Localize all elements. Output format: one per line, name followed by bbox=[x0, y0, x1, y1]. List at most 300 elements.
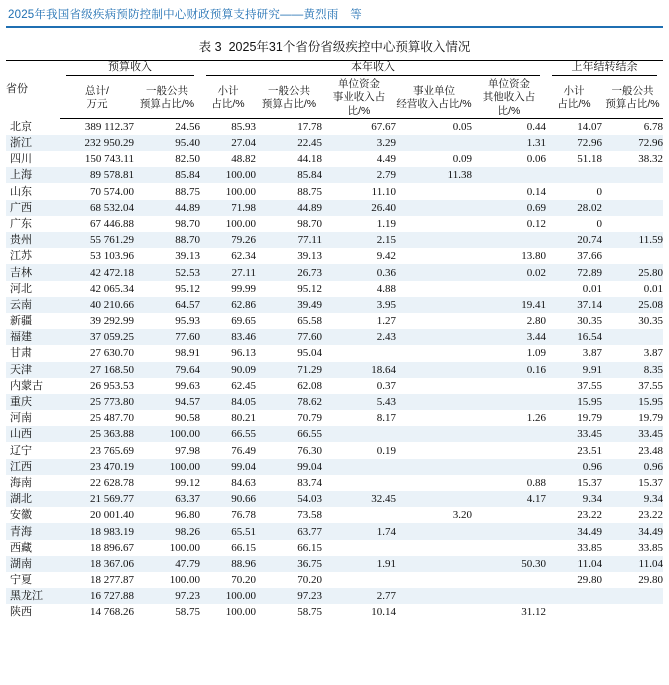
table-cell-province: 青海 bbox=[10, 525, 32, 538]
table-cell-value: 66.15 bbox=[231, 541, 256, 554]
table-cell-province: 湖南 bbox=[10, 557, 32, 570]
column-header-current-general-share-l1: 一般公共 bbox=[268, 84, 310, 97]
table-cell-value bbox=[396, 362, 472, 378]
table-cell-value: 30.35 bbox=[638, 315, 664, 328]
column-header-budget-general-share-l2: 预算占比/% bbox=[139, 98, 195, 111]
table-cell-value: 15.95 bbox=[577, 396, 603, 408]
table-cell-province: 重庆 bbox=[10, 396, 32, 408]
table-cell-value: 0.36 bbox=[376, 266, 396, 279]
table-cell-value: 27.04 bbox=[231, 137, 256, 149]
table-cell-province: 湖北 bbox=[10, 493, 32, 506]
table-cell-value: 78.62 bbox=[297, 396, 322, 408]
table-row bbox=[6, 540, 663, 556]
column-header-other-income-share-l1: 单位资金 bbox=[488, 78, 530, 91]
table-row bbox=[6, 459, 663, 475]
table-cell-value bbox=[396, 248, 472, 264]
table-cell-value: 83.46 bbox=[231, 331, 256, 344]
table-cell-value: 9.91 bbox=[582, 363, 603, 376]
table-cell-value: 34.49 bbox=[577, 525, 603, 538]
table-cell-value: 62.86 bbox=[231, 298, 256, 311]
table-cell-value bbox=[472, 523, 546, 539]
table-row bbox=[6, 281, 663, 297]
column-header-unit-business-income-share bbox=[322, 78, 396, 118]
table-row bbox=[6, 248, 663, 264]
table-cell-value: 100.00 bbox=[169, 428, 200, 441]
table-cell-value bbox=[546, 604, 602, 620]
table-cell-value: 79.64 bbox=[175, 363, 200, 376]
table-cell-value bbox=[396, 475, 472, 491]
table-cell-value: 37.55 bbox=[638, 379, 664, 392]
table-cell-value: 47.79 bbox=[175, 557, 200, 570]
table-cell-value bbox=[396, 394, 472, 410]
table-cell-value: 51.18 bbox=[577, 153, 603, 166]
table-cell-value: 0.02 bbox=[526, 266, 547, 279]
table-cell-value bbox=[472, 572, 546, 588]
table-cell-province: 西藏 bbox=[10, 541, 32, 554]
table-cell-value: 98.70 bbox=[297, 217, 322, 230]
table-cell-value bbox=[396, 540, 472, 556]
table-cell-value bbox=[472, 426, 546, 442]
table-cell-value bbox=[322, 507, 396, 523]
table-cell-value: 23.48 bbox=[638, 444, 664, 457]
table-cell-value: 76.49 bbox=[231, 444, 256, 457]
table-cell-value bbox=[546, 167, 602, 183]
table-cell-value bbox=[602, 604, 663, 620]
table-cell-value: 4.17 bbox=[526, 493, 547, 506]
table-cell-province: 四川 bbox=[10, 153, 32, 166]
table-cell-value bbox=[472, 459, 546, 475]
table-cell-province: 新疆 bbox=[10, 315, 32, 328]
table-caption-title: 2025年31个省份省级疾控中心预算收入情况 bbox=[228, 39, 471, 54]
table-cell-value: 89 578.81 bbox=[90, 169, 134, 182]
table-cell-value: 33.85 bbox=[577, 541, 603, 554]
table-cell-value: 23.22 bbox=[577, 509, 603, 522]
table-cell-value bbox=[396, 232, 472, 248]
column-header-budget-general-share bbox=[134, 78, 200, 118]
table-cell-value: 100.00 bbox=[169, 541, 200, 554]
table-cell-value: 50.30 bbox=[521, 557, 547, 570]
group-header-prior-year-carryover-label: 上年结转结余 bbox=[571, 60, 638, 73]
table-cell-value: 98.26 bbox=[175, 525, 200, 538]
column-header-carryover-subtotal-share-l1: 小计 bbox=[563, 84, 585, 97]
table-cell-value: 11.10 bbox=[371, 185, 396, 198]
table-cell-value bbox=[396, 556, 472, 572]
table-cell-province: 江西 bbox=[10, 460, 32, 473]
column-header-unit-business-income-share-l2: 事业收入占比/% bbox=[332, 91, 386, 117]
table-row bbox=[6, 394, 663, 410]
table-cell-value: 100.00 bbox=[169, 460, 200, 473]
table-cell-value: 65.58 bbox=[297, 315, 322, 328]
table-cell-value: 64.57 bbox=[175, 298, 200, 311]
table-cell-value: 23 470.19 bbox=[90, 460, 134, 473]
table-cell-value: 63.77 bbox=[297, 525, 322, 538]
table-cell-value: 95.93 bbox=[175, 315, 200, 328]
table-cell-province: 山东 bbox=[10, 185, 32, 198]
column-header-current-general-share bbox=[256, 78, 322, 118]
table-cell-value: 71.29 bbox=[297, 363, 322, 376]
table-row bbox=[6, 572, 663, 588]
table-cell-value: 54.03 bbox=[297, 493, 322, 506]
table-cell-value bbox=[472, 394, 546, 410]
table-cell-value: 24.56 bbox=[175, 120, 200, 133]
table-cell-value: 80.21 bbox=[231, 412, 256, 425]
table-cell-value: 9.34 bbox=[582, 493, 603, 506]
table-cell-value: 68 532.04 bbox=[90, 201, 134, 214]
table-cell-value bbox=[396, 264, 472, 280]
table-row bbox=[6, 426, 663, 442]
table-cell-value bbox=[602, 329, 663, 345]
table-cell-value: 95.12 bbox=[297, 282, 322, 295]
table-cell-value: 2.80 bbox=[526, 315, 547, 328]
table-cell-province: 陕西 bbox=[10, 606, 32, 619]
table-cell-value: 26 953.53 bbox=[90, 379, 134, 392]
table-cell-value bbox=[396, 426, 472, 442]
table-cell-value: 1.26 bbox=[526, 412, 547, 425]
table-cell-value: 100.00 bbox=[225, 606, 256, 619]
table-cell-value bbox=[396, 442, 472, 458]
table-cell-value: 2.77 bbox=[376, 590, 396, 603]
table-cell-value: 22.45 bbox=[297, 137, 322, 149]
table-row bbox=[6, 442, 663, 458]
table-cell-value: 21 569.77 bbox=[90, 493, 134, 506]
table-row bbox=[6, 264, 663, 280]
table-caption bbox=[6, 37, 663, 55]
table-cell-value: 84.05 bbox=[231, 396, 256, 408]
table-cell-value: 42 472.18 bbox=[90, 266, 134, 279]
table-cell-value: 31.12 bbox=[521, 606, 547, 619]
table-cell-value: 40 210.66 bbox=[90, 298, 134, 311]
table-cell-province: 辽宁 bbox=[10, 444, 32, 457]
table-cell-value: 14 768.26 bbox=[90, 606, 134, 619]
table-cell-value: 72.96 bbox=[577, 137, 603, 149]
table-cell-value bbox=[396, 410, 472, 426]
table-cell-value: 0.19 bbox=[376, 444, 396, 457]
table-cell-value: 90.09 bbox=[231, 363, 256, 376]
column-header-subtotal-share bbox=[200, 78, 256, 118]
table-cell-value: 4.49 bbox=[376, 153, 396, 166]
table-cell-value: 90.66 bbox=[231, 493, 256, 506]
table-cell-value: 23.51 bbox=[577, 444, 603, 457]
column-header-carryover-general-share-l2: 预算占比/% bbox=[605, 98, 660, 111]
table-cell-value bbox=[472, 232, 546, 248]
table-cell-value: 76.30 bbox=[297, 444, 322, 457]
column-header-subtotal-share-l1: 小计 bbox=[217, 84, 239, 97]
table-cell-value: 28.02 bbox=[577, 201, 603, 214]
table-cell-value: 44.18 bbox=[297, 153, 322, 166]
table-row bbox=[6, 507, 663, 523]
table-cell-value: 18 896.67 bbox=[90, 541, 134, 554]
table-cell-value: 6.78 bbox=[643, 120, 664, 133]
table-cell-province: 宁夏 bbox=[10, 574, 32, 587]
table-cell-value bbox=[472, 167, 546, 183]
column-header-operating-income-share bbox=[396, 78, 472, 118]
table-cell-value: 77.11 bbox=[297, 234, 322, 247]
table-cell-value: 14.07 bbox=[577, 120, 603, 133]
table-cell-value: 15.37 bbox=[577, 476, 603, 489]
table-row bbox=[6, 183, 663, 199]
table-cell-value: 73.58 bbox=[297, 509, 322, 522]
table-cell-value: 18.64 bbox=[371, 363, 396, 376]
table-cell-value: 23.22 bbox=[638, 509, 664, 522]
table-cell-value bbox=[322, 540, 396, 556]
table-cell-value: 34.49 bbox=[638, 525, 664, 538]
table-cell-value bbox=[322, 426, 396, 442]
column-header-carryover-general-share-l1: 一般公共 bbox=[611, 84, 654, 97]
table-row bbox=[6, 604, 663, 620]
table-cell-value: 18 983.19 bbox=[90, 525, 134, 538]
table-cell-value: 16 727.88 bbox=[90, 590, 134, 603]
table-cell-value: 100.00 bbox=[225, 217, 256, 230]
column-header-carryover-general-share bbox=[602, 78, 663, 118]
table-cell-value: 0.16 bbox=[526, 363, 547, 376]
table-cell-value: 71.98 bbox=[231, 201, 256, 214]
table-cell-value: 2.43 bbox=[376, 331, 396, 344]
table-cell-province: 海南 bbox=[10, 476, 32, 489]
table-cell-value: 97.98 bbox=[175, 444, 200, 457]
table-cell-value: 88.75 bbox=[175, 185, 200, 198]
table-cell-province: 安徽 bbox=[10, 509, 32, 522]
table-cell-value: 11.04 bbox=[638, 557, 664, 570]
table-cell-value: 62.45 bbox=[231, 379, 256, 392]
table-cell-value bbox=[472, 588, 546, 604]
table-cell-value: 44.89 bbox=[297, 201, 322, 214]
table-cell-value: 52.53 bbox=[175, 266, 200, 279]
group-header-current-year-revenue bbox=[200, 60, 546, 78]
table-cell-value bbox=[602, 216, 663, 232]
table-cell-value: 20.74 bbox=[577, 234, 603, 247]
table-cell-value: 11.38 bbox=[447, 169, 472, 182]
table-cell-value: 100.00 bbox=[225, 590, 256, 603]
table-cell-value: 5.43 bbox=[376, 396, 396, 408]
table-cell-province: 云南 bbox=[10, 298, 32, 311]
table-cell-value: 29.80 bbox=[577, 574, 603, 587]
table-cell-value bbox=[396, 297, 472, 313]
table-cell-value: 25 487.70 bbox=[90, 412, 134, 425]
table-cell-value: 27 630.70 bbox=[90, 347, 134, 360]
table-cell-value: 39.13 bbox=[297, 250, 322, 263]
table-cell-value: 97.23 bbox=[175, 590, 200, 603]
table-cell-province: 山西 bbox=[10, 428, 32, 441]
table-cell-value: 19.79 bbox=[577, 412, 603, 425]
group-header-budget-revenue bbox=[60, 60, 200, 78]
column-header-other-income-share bbox=[472, 78, 546, 118]
table-row bbox=[6, 232, 663, 248]
table-cell-value: 19.41 bbox=[521, 298, 547, 311]
table-row bbox=[6, 118, 663, 135]
header-rule bbox=[6, 26, 663, 28]
table-cell-value: 25 363.88 bbox=[90, 428, 134, 441]
table-cell-value: 20 001.40 bbox=[90, 509, 134, 522]
table-cell-value: 30.35 bbox=[577, 315, 603, 328]
table-row bbox=[6, 491, 663, 507]
table-cell-value bbox=[322, 475, 396, 491]
table-cell-province: 天津 bbox=[10, 363, 32, 376]
table-cell-value: 37.66 bbox=[577, 250, 603, 263]
table-cell-value: 58.75 bbox=[297, 606, 322, 619]
table-cell-value bbox=[322, 572, 396, 588]
table-cell-value: 1.31 bbox=[526, 137, 547, 149]
table-cell-value: 100.00 bbox=[169, 574, 200, 587]
table-cell-value bbox=[472, 507, 546, 523]
table-cell-value: 0.96 bbox=[582, 460, 603, 473]
table-cell-value: 13.80 bbox=[521, 250, 547, 263]
column-header-unit-business-income-share-l1: 单位资金 bbox=[338, 78, 380, 91]
table-cell-value: 8.35 bbox=[643, 363, 664, 376]
table-cell-value: 88.75 bbox=[297, 185, 322, 198]
table-cell-value: 37 059.25 bbox=[90, 331, 134, 344]
table-row bbox=[6, 523, 663, 539]
table-cell-value: 25.80 bbox=[638, 266, 664, 279]
table-cell-province: 贵州 bbox=[10, 234, 32, 247]
table-cell-value bbox=[396, 572, 472, 588]
table-cell-value bbox=[602, 248, 663, 264]
table-cell-value bbox=[472, 281, 546, 297]
column-header-total bbox=[60, 78, 134, 118]
table-cell-value: 9.42 bbox=[376, 250, 396, 263]
table-cell-value: 1.19 bbox=[376, 217, 396, 230]
table-cell-value: 2.15 bbox=[376, 234, 396, 247]
table-cell-value bbox=[396, 345, 472, 361]
table-cell-value: 95.12 bbox=[175, 282, 200, 295]
table-cell-value bbox=[472, 378, 546, 394]
table-cell-value: 37.55 bbox=[577, 379, 603, 392]
table-cell-value: 3.44 bbox=[526, 331, 547, 344]
table-cell-value: 97.23 bbox=[297, 590, 322, 603]
table-cell-value: 3.29 bbox=[376, 137, 396, 149]
table-row bbox=[6, 362, 663, 378]
table-cell-value: 4.88 bbox=[376, 282, 396, 295]
table-cell-value: 36.75 bbox=[297, 557, 322, 570]
table-row bbox=[6, 151, 663, 167]
running-head: 2025年我国省级疾病预防控制中心财政预算支持研究——黄烈雨 等 bbox=[8, 9, 362, 21]
table-cell-value: 26.40 bbox=[371, 201, 396, 214]
table-cell-value bbox=[472, 540, 546, 556]
table-cell-value bbox=[322, 459, 396, 475]
table-cell-value: 18 277.87 bbox=[90, 574, 134, 587]
table-cell-value: 77.60 bbox=[175, 331, 200, 344]
table-cell-value: 70.20 bbox=[297, 574, 322, 587]
table-cell-value: 42 065.34 bbox=[90, 282, 134, 295]
table-cell-value: 0.12 bbox=[526, 217, 547, 230]
table-cell-value: 85.93 bbox=[231, 120, 256, 133]
table-cell-value: 25.08 bbox=[638, 298, 664, 311]
table-cell-value: 11.59 bbox=[638, 234, 664, 247]
group-header-budget-revenue-label: 预算收入 bbox=[108, 60, 152, 73]
table-cell-value: 33.45 bbox=[638, 428, 664, 441]
table-cell-value: 70.79 bbox=[297, 412, 322, 425]
table-cell-province: 广东 bbox=[10, 217, 32, 230]
table-cell-value bbox=[396, 200, 472, 216]
table-cell-value: 1.27 bbox=[376, 315, 396, 328]
table-cell-value: 67.67 bbox=[371, 120, 396, 133]
group-rule-current-year-revenue bbox=[206, 75, 540, 76]
table-cell-value: 19.79 bbox=[638, 412, 664, 425]
column-header-carryover-subtotal-share bbox=[546, 78, 602, 118]
table-cell-value: 0.06 bbox=[526, 153, 547, 166]
table-cell-value: 0.01 bbox=[643, 282, 664, 295]
table-cell-value: 8.17 bbox=[376, 412, 396, 425]
column-header-budget-general-share-l1: 一般公共 bbox=[146, 84, 188, 97]
table-cell-province: 福建 bbox=[10, 331, 32, 344]
table-cell-value: 3.95 bbox=[376, 298, 396, 311]
table-cell-value: 66.55 bbox=[231, 428, 256, 441]
table-cell-value: 26.73 bbox=[297, 266, 322, 279]
table-cell-value: 65.51 bbox=[231, 525, 256, 538]
table-cell-value: 99.04 bbox=[297, 460, 322, 473]
table-cell-value: 99.63 bbox=[175, 379, 200, 392]
table-row bbox=[6, 410, 663, 426]
table-cell-value bbox=[396, 588, 472, 604]
table-cell-value: 3.87 bbox=[643, 347, 664, 360]
table-cell-value: 33.45 bbox=[577, 428, 603, 441]
table-cell-province: 上海 bbox=[10, 169, 32, 182]
table-cell-value bbox=[602, 167, 663, 183]
table-cell-value: 55 761.29 bbox=[90, 234, 134, 247]
table-cell-value bbox=[546, 588, 602, 604]
column-header-subtotal-share-l2: 占比/% bbox=[211, 98, 245, 111]
table-cell-value: 85.84 bbox=[175, 169, 200, 182]
table-cell-value: 0.01 bbox=[582, 282, 603, 295]
table-row bbox=[6, 329, 663, 345]
table-cell-value: 0.44 bbox=[526, 120, 547, 133]
table-row bbox=[6, 167, 663, 183]
table-cell-value: 63.37 bbox=[175, 493, 200, 506]
table-cell-value: 39.13 bbox=[175, 250, 200, 263]
table-cell-value bbox=[396, 313, 472, 329]
table-cell-value: 0.96 bbox=[643, 460, 664, 473]
table-cell-province: 河北 bbox=[10, 282, 32, 295]
column-header-other-income-share-l2: 其他收入占比/% bbox=[482, 91, 536, 117]
table-cell-value: 66.15 bbox=[297, 541, 322, 554]
column-header-operating-income-share-l1: 事业单位 bbox=[413, 84, 455, 97]
table-caption-number: 表 3 bbox=[198, 39, 222, 54]
table-cell-value: 94.57 bbox=[175, 396, 200, 408]
table-cell-value: 15.95 bbox=[638, 396, 664, 408]
table-cell-value: 79.26 bbox=[231, 234, 256, 247]
table-cell-province: 北京 bbox=[10, 120, 32, 133]
table-row bbox=[6, 135, 663, 151]
table-cell-value: 88.70 bbox=[175, 234, 200, 247]
table-cell-value: 70.20 bbox=[231, 574, 256, 587]
table-cell-value: 1.74 bbox=[376, 525, 396, 538]
table-cell-value: 70 574.00 bbox=[90, 185, 134, 198]
column-header-total-l2: 万元 bbox=[86, 98, 108, 111]
table-cell-value: 39.49 bbox=[297, 298, 322, 311]
table-cell-value bbox=[396, 216, 472, 232]
table-cell-value: 84.63 bbox=[231, 476, 256, 489]
table-cell-value: 67 446.88 bbox=[90, 217, 134, 230]
table-cell-value: 27 168.50 bbox=[90, 363, 134, 376]
table-cell-value: 15.37 bbox=[638, 476, 664, 489]
table-cell-province: 吉林 bbox=[10, 266, 32, 279]
table-cell-value: 48.82 bbox=[231, 153, 256, 166]
table-cell-value: 62.34 bbox=[231, 250, 256, 263]
table-cell-value: 72.89 bbox=[577, 266, 603, 279]
table-row bbox=[6, 556, 663, 572]
table-cell-value: 0.14 bbox=[526, 185, 547, 198]
table-cell-value: 83.74 bbox=[297, 476, 322, 489]
table-cell-value: 44.89 bbox=[175, 201, 200, 214]
table-body bbox=[6, 118, 663, 620]
table-cell-value: 1.09 bbox=[526, 347, 547, 360]
table-cell-value: 69.65 bbox=[231, 315, 256, 328]
table-cell-value: 96.80 bbox=[175, 509, 200, 522]
table-cell-value bbox=[396, 135, 472, 151]
table-cell-province: 江苏 bbox=[10, 250, 32, 263]
table-cell-value: 85.84 bbox=[297, 169, 322, 182]
table-cell-value: 0 bbox=[596, 217, 603, 230]
table-cell-value: 29.80 bbox=[638, 574, 664, 587]
